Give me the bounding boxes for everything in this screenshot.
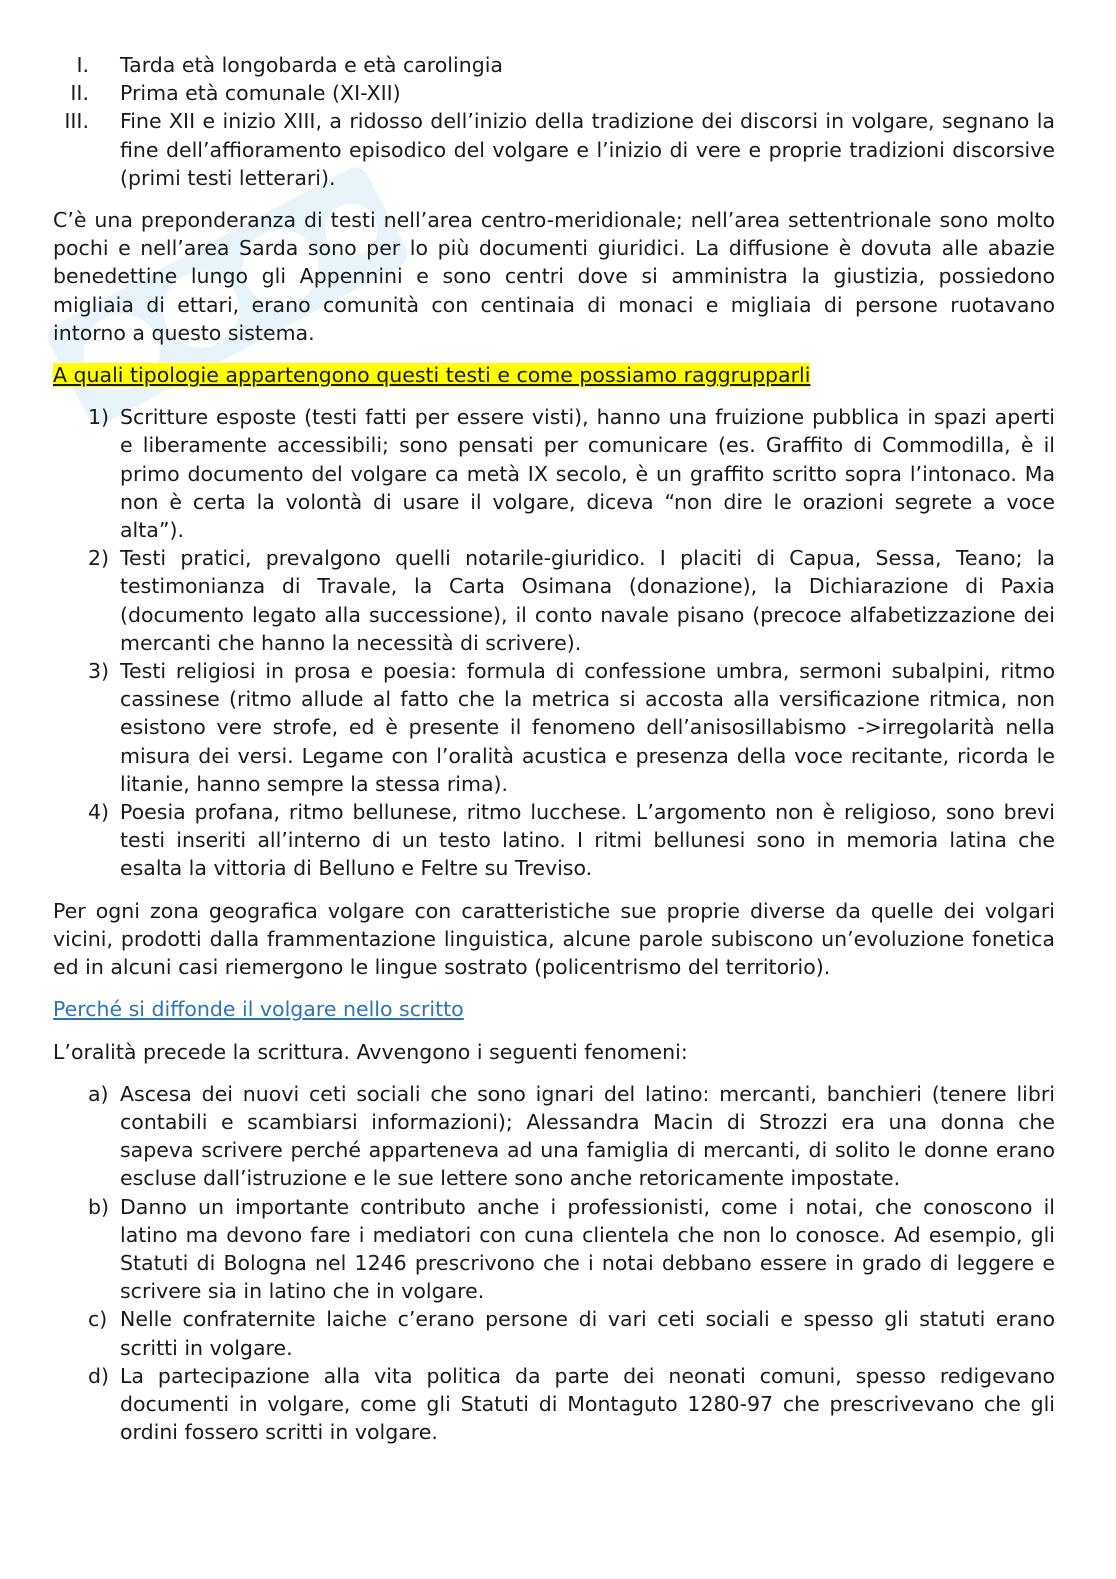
list-marker: b) <box>88 1194 110 1219</box>
list-item-text: Scritture esposte (testi fatti per essere visti), hanno una fruizione pubblica in spazi aperti e liberamente accessibili; sono pensati per comunicare (es. Graffito di Commodilla, è il primo documento del volgare ca metà IX secolo, è un graffito scritto sopra l’intonaco. Ma non è certa la volontà di usare il volgare, diceva “non dire le orazioni segrete a voce alta”). <box>120 405 1055 543</box>
list-item <box>53 1080 1055 1193</box>
lettered-list <box>53 1080 1055 1447</box>
list-item <box>53 107 1055 192</box>
list-marker: III. <box>64 109 89 134</box>
heading-volgare-link[interactable]: Perché si diffonde il volgare nello scritto <box>53 997 464 1022</box>
document-page <box>53 51 1055 1446</box>
list-marker: II. <box>70 81 89 106</box>
list-marker: 2) <box>88 546 110 571</box>
heading-tipologie-wrap <box>53 361 1055 389</box>
list-item <box>53 1305 1055 1361</box>
list-item-text: Fine XII e inizio XIII, a ridosso dell’inizio della tradizione dei discorsi in volgare, segnano la fine dell’affioramento episodico del volgare e l’inizio di vere e proprie tradizioni discorsive (primi testi letterari). <box>120 109 1055 190</box>
list-marker: I. <box>76 53 89 77</box>
list-marker: 4) <box>88 800 110 825</box>
list-item-text: Poesia profana, ritmo bellunese, ritmo lucchese. L’argomento non è religioso, sono brevi testi inseriti all’interno di un testo latino. I ritmi bellunesi sono in memoria latina che esalta la vittoria di Belluno e Feltre su Treviso. <box>120 800 1055 881</box>
list-item <box>53 1362 1055 1447</box>
list-marker: c) <box>88 1307 108 1332</box>
list-item-text: Tarda età longobarda e età carolingia <box>120 53 503 77</box>
list-item <box>53 798 1055 883</box>
list-item-text: Danno un importante contributo anche i professionisti, come i notai, che conoscono il latino ma devono fare i mediatori con cuna clientela che non lo conosce. Ad esempio, gli Statuti di Bologna nel 1246 prescrivono che i notai debbano essere in grado di leggere e scrivere sia in latino che in volgare. <box>120 1194 1055 1304</box>
paragraph-oralita: L’oralità precede la scrittura. Avvengono i seguenti fenomeni: <box>53 1039 688 1064</box>
list-item <box>53 79 1055 107</box>
list-item <box>53 403 1055 544</box>
list-item-text: Testi pratici, prevalgono quelli notarile-giuridico. I placiti di Capua, Sessa, Teano; la testimonianza di Travale, la Carta Osimana (donazione), la Dichiarazione di Paxia (documento legato alla successione), il conto navale pisano (precoce alfabetizzazione dei mercanti che hanno la necessità di scrivere). <box>120 546 1055 655</box>
list-marker: 3) <box>88 659 110 684</box>
paragraph-areas: C’è una preponderanza di testi nell’area centro-meridionale; nell’area settentrionale sono molto pochi e nell’area Sarda sono per lo più documenti giuridici. La diffusione è dovuta alle abazie benedettine lungo gli Appennini e sono centri dove si amministra la giustizia, possiedono migliaia di ettari, erano comunità con centinaia di monaci e migliaia di persone ruotavano intorno a questo sistema. <box>53 208 1055 345</box>
list-item-text: Testi religiosi in prosa e poesia: formula di confessione umbra, sermoni subalpini, ritmo cassinese (ritmo allude al fatto che la metrica si accosta alla versificazione ritmica, non esistono vere strofe, ed è presente il fenomeno dell’anisosillabismo ->irregolarità nella misura dei versi. Legame con l’oralità acustica e presenza della voce recitante, ricorda le litanie, hanno sempre la stessa rima). <box>120 659 1055 796</box>
roman-list <box>53 51 1055 192</box>
list-item <box>53 1193 1055 1306</box>
list-item <box>53 657 1055 798</box>
heading-tipologie: A quali tipologie appartengono questi testi e come possiamo raggrupparli <box>53 363 811 388</box>
list-marker: d) <box>88 1363 110 1388</box>
list-item <box>53 51 1055 79</box>
list-marker: a) <box>88 1081 109 1106</box>
numbered-list <box>53 403 1055 882</box>
list-item-text: Ascesa dei nuovi ceti sociali che sono ignari del latino: mercanti, banchieri (tenere libri contabili e scambiarsi informazioni); Alessandra Macin di Strozzi era una donna che sapeva scrivere perché apparteneva ad una famiglia di mercanti, di solito le donne erano escluse dall’istruzione e le sue lettere sono anche retoricamente impostate. <box>120 1081 1055 1191</box>
list-item-text: Prima età comunale (XI-XII) <box>120 81 401 106</box>
heading-volgare-wrap <box>53 995 1055 1023</box>
list-item-text: La partecipazione alla vita politica da parte dei neonati comuni, spesso redigevano documenti in volgare, come gli Statuti di Montaguto 1280-97 che prescrivevano che gli ordini fossero scritti in volgare. <box>120 1363 1055 1445</box>
list-item <box>53 544 1055 657</box>
list-item-text: Nelle confraternite laiche c’erano persone di vari ceti sociali e spesso gli statuti erano scritti in volgare. <box>120 1307 1055 1360</box>
paragraph-geografia: Per ogni zona geografica volgare con caratteristiche sue proprie diverse da quelle dei volgari vicini, prodotti dalla frammentazione linguistica, alcune parole subiscono un’evoluzione fonetica ed in alcuni casi riemergono le lingue sostrato (policentrismo del territorio). <box>53 898 1055 980</box>
list-marker: 1) <box>88 405 110 430</box>
